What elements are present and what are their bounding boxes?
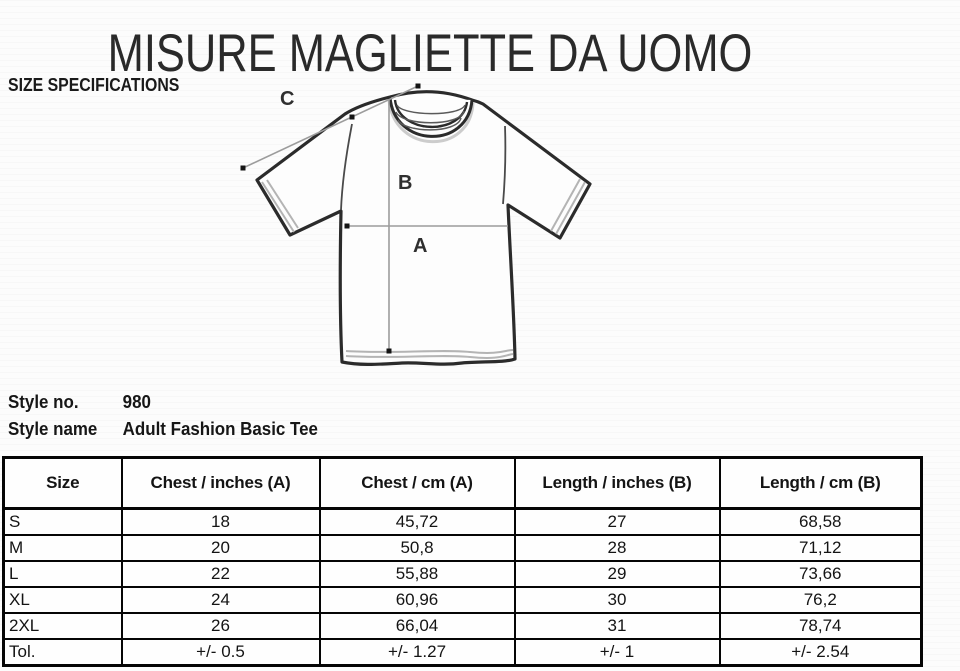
chest-inches-cell: 18 [122, 509, 320, 536]
style-name-label: Style name [8, 419, 98, 439]
style-no-row [8, 392, 318, 419]
tshirt-diagram [210, 78, 710, 378]
col-header-length-inches: Length / inches (B) [515, 458, 720, 509]
style-info [8, 392, 318, 446]
col-header-chest-cm: Chest / cm (A) [320, 458, 515, 509]
size-cell: XL [4, 587, 122, 613]
length-inches-cell: 28 [515, 535, 720, 561]
chest-inches-cell: 22 [122, 561, 320, 587]
size-cell: 2XL [4, 613, 122, 639]
size-cell: M [4, 535, 122, 561]
size-cell: L [4, 561, 122, 587]
label-shoulder-c: C [280, 88, 295, 110]
table-row-s [4, 509, 922, 536]
page-title: MISURE MAGLIETTE DA UOMO [107, 23, 753, 83]
style-no-label: Style no. [8, 392, 79, 412]
style-no-value: 980 [122, 392, 151, 412]
length-inches-cell: 29 [515, 561, 720, 587]
length-inches-cell: +/- 1 [515, 639, 720, 666]
table-row-m [4, 535, 922, 561]
label-length-b: B [398, 172, 413, 194]
length-cm-cell: +/- 2.54 [720, 639, 922, 666]
length-inches-cell: 31 [515, 613, 720, 639]
style-name-row [8, 419, 318, 446]
length-cm-cell: 78,74 [720, 613, 922, 639]
chest-cm-cell: 66,04 [320, 613, 515, 639]
measure-marker [416, 84, 421, 89]
length-cm-cell: 76,2 [720, 587, 922, 613]
label-chest-a: A [413, 235, 428, 257]
chest-cm-cell: 60,96 [320, 587, 515, 613]
measure-marker [387, 349, 392, 354]
length-cm-cell: 71,12 [720, 535, 922, 561]
length-cm-cell: 68,58 [720, 509, 922, 536]
table-row-l [4, 561, 922, 587]
length-cm-cell: 73,66 [720, 561, 922, 587]
table-header-row [4, 458, 922, 509]
col-header-length-cm: Length / cm (B) [720, 458, 922, 509]
chest-cm-cell: 55,88 [320, 561, 515, 587]
measure-marker [345, 224, 350, 229]
chest-cm-cell: 50,8 [320, 535, 515, 561]
size-cell: S [4, 509, 122, 536]
chest-cm-cell: +/- 1.27 [320, 639, 515, 666]
measure-marker [350, 115, 355, 120]
length-inches-cell: 27 [515, 509, 720, 536]
measure-marker [241, 166, 246, 171]
table-row-tolerance [4, 639, 922, 666]
table-row-2xl [4, 613, 922, 639]
chest-inches-cell: 26 [122, 613, 320, 639]
col-header-chest-inches: Chest / inches (A) [122, 458, 320, 509]
col-header-size: Size [4, 458, 122, 509]
size-table [2, 456, 923, 667]
chest-inches-cell: 20 [122, 535, 320, 561]
size-cell: Tol. [4, 639, 122, 666]
chest-inches-cell: 24 [122, 587, 320, 613]
chest-cm-cell: 45,72 [320, 509, 515, 536]
style-name-value: Adult Fashion Basic Tee [122, 419, 318, 439]
chest-inches-cell: +/- 0.5 [122, 639, 320, 666]
length-inches-cell: 30 [515, 587, 720, 613]
size-specifications-label: SIZE SPECIFICATIONS [8, 75, 180, 95]
table-row-xl [4, 587, 922, 613]
